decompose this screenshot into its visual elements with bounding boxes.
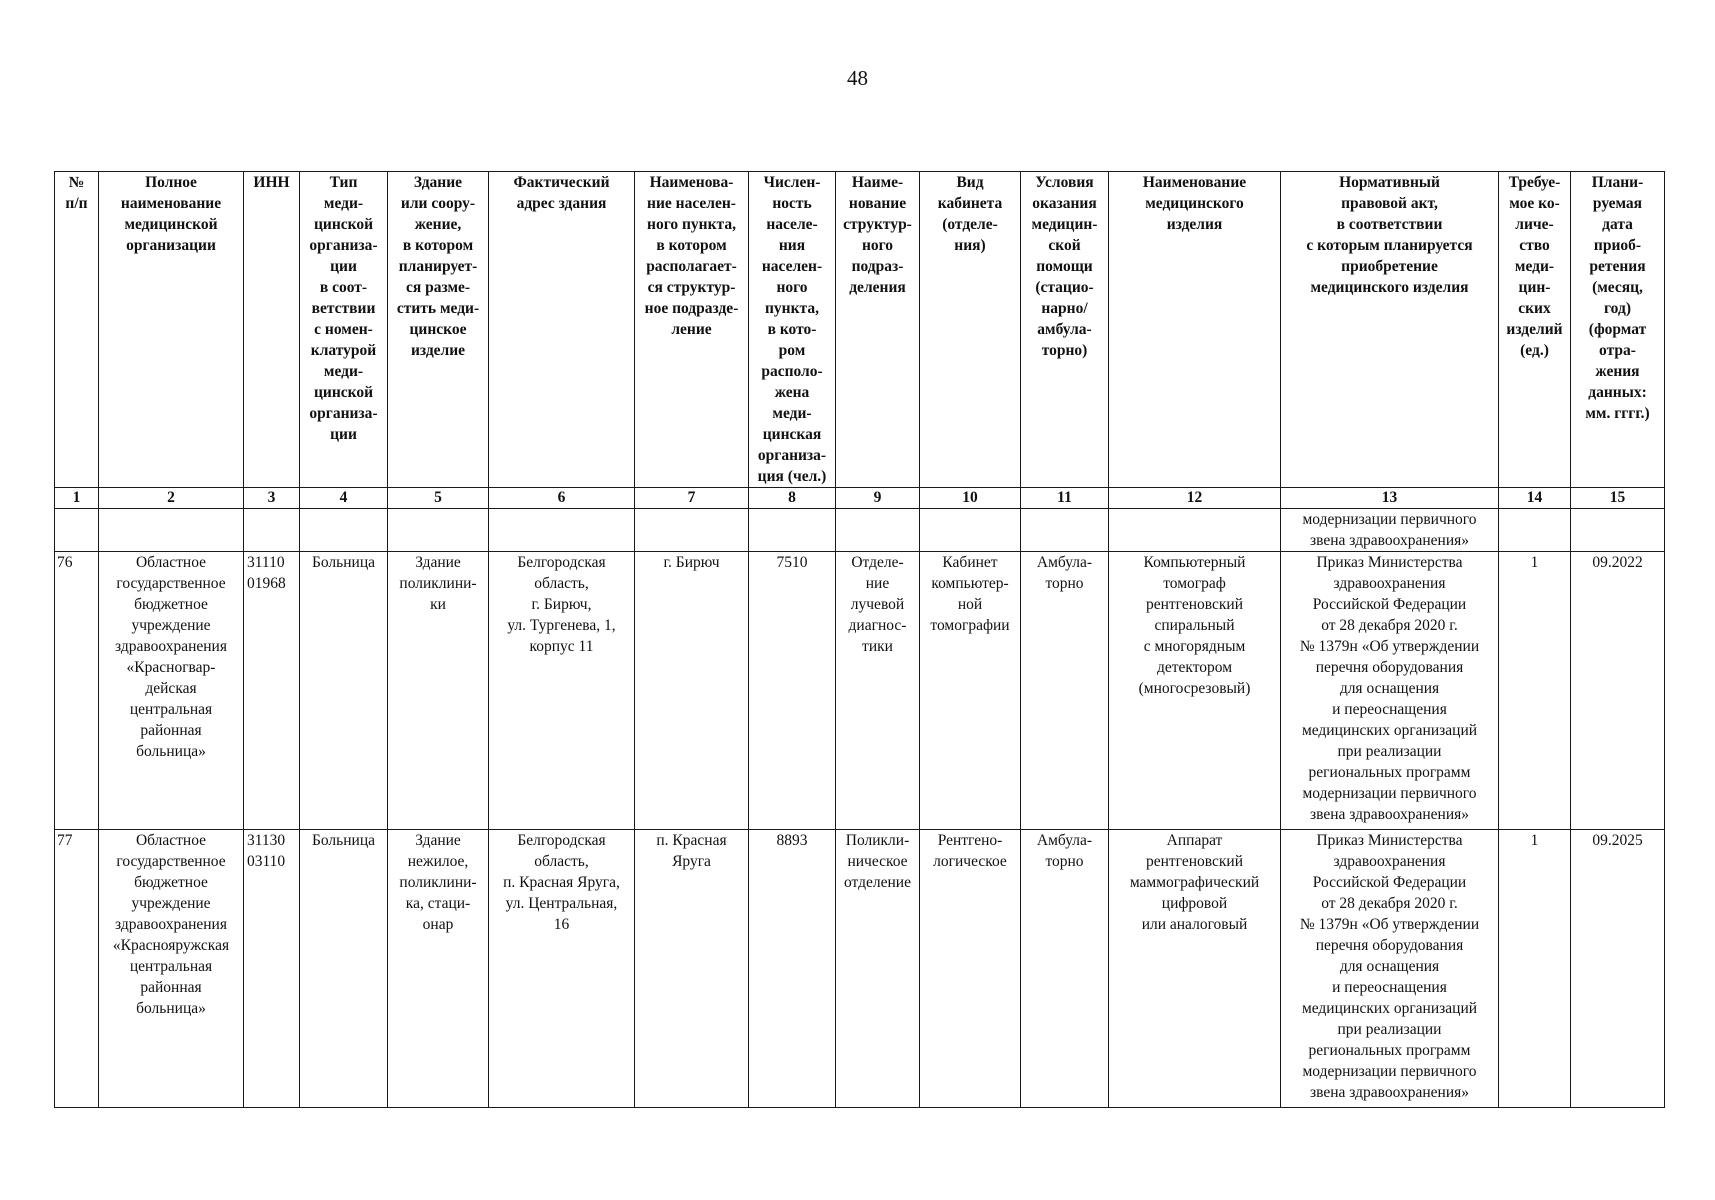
column-number: 8	[749, 488, 836, 509]
column-number: 10	[920, 488, 1021, 509]
column-number: 4	[300, 488, 388, 509]
header-cell-number: № п/п	[55, 172, 99, 488]
org-type: Больница	[300, 830, 388, 1108]
column-number: 1	[55, 488, 99, 509]
building: Здание нежилое, поликлини- ка, стаци- онар	[388, 830, 489, 1108]
column-number: 13	[1281, 488, 1499, 509]
column-number: 14	[1499, 488, 1571, 509]
header-cell-date: Плани- руемая дата приоб- ретения (месяц, год) (формат отра- жения данных: мм. гггг.)	[1571, 172, 1665, 488]
header-row	[55, 172, 1665, 488]
empty-cell	[244, 509, 300, 552]
empty-cell	[388, 509, 489, 552]
building: Здание поликлини- ки	[388, 552, 489, 830]
column-number: 9	[836, 488, 920, 509]
header-cell-building: Здание или соору- жение, в котором планирует- ся разме- стить меди- цинское изделие	[388, 172, 489, 488]
column-number: 7	[635, 488, 749, 509]
empty-cell	[55, 509, 99, 552]
header-cell-room-type: Вид кабинета (отделе- ния)	[920, 172, 1021, 488]
table-row	[55, 830, 1665, 1108]
purchase-date: 09.2022	[1571, 552, 1665, 830]
header-cell-conditions: Условия оказания медицин- ской помощи (стацио- нарно/ амбула- торно)	[1021, 172, 1109, 488]
address: Белгородская область, г. Бирюч, ул. Тургенева, 1, корпус 11	[489, 552, 635, 830]
header-cell-device: Наименование медицинского изделия	[1109, 172, 1281, 488]
org-type: Больница	[300, 552, 388, 830]
header-cell-quantity: Требуе- мое ко- личе- ство меди- цин- ских изделий (ед.)	[1499, 172, 1571, 488]
room-type: Кабинет компьютер- ной томографии	[920, 552, 1021, 830]
empty-cell	[300, 509, 388, 552]
empty-cell	[1571, 509, 1665, 552]
care-conditions: Амбула- торно	[1021, 552, 1109, 830]
structural-unit: Поликли- ническое отделение	[836, 830, 920, 1108]
column-number: 12	[1109, 488, 1281, 509]
column-number: 15	[1571, 488, 1665, 509]
inn-value: 31130 03110	[244, 830, 300, 1108]
empty-cell	[920, 509, 1021, 552]
device-name: Аппарат рентгеновский маммографический цифровой или аналоговый	[1109, 830, 1281, 1108]
row-number: 77	[55, 830, 99, 1108]
device-name: Компьютерный томограф рентгеновский спиральный с многорядным детектором (многосрезовый)	[1109, 552, 1281, 830]
legal-act: Приказ Министерства здравоохранения Российской Федерации от 28 декабря 2020 г. № 1379н «Об утверждении перечня оборудования для оснащения и переоснащения медицинских организаций при реализации региональных программ модернизации первичного звена здравоохранения»	[1281, 552, 1499, 830]
page-number: 48	[847, 66, 868, 90]
header-cell-address: Фактический адрес здания	[489, 172, 635, 488]
header-cell-locality: Наименова- ние населен- ного пункта, в котором располагает- ся структур- ное подразде- ление	[635, 172, 749, 488]
quantity: 1	[1499, 552, 1571, 830]
header-cell-unit: Наиме- нование структур- ного подраз- деления	[836, 172, 920, 488]
structural-unit: Отделе- ние лучевой диагнос- тики	[836, 552, 920, 830]
empty-cell	[99, 509, 244, 552]
header-cell-legal-act: Нормативный правовой акт, в соответствии с которым планируется приобретение медицинского изделия	[1281, 172, 1499, 488]
empty-cell	[1021, 509, 1109, 552]
empty-cell	[489, 509, 635, 552]
empty-cell	[635, 509, 749, 552]
inn-value: 31110 01968	[244, 552, 300, 830]
population: 8893	[749, 830, 836, 1108]
organization-name: Областное государственное бюджетное учреждение здравоохранения «Краснояружская центральная районная больница»	[99, 830, 244, 1108]
continuation-row	[55, 509, 1665, 552]
empty-cell	[749, 509, 836, 552]
organization-name: Областное государственное бюджетное учреждение здравоохранения «Красногвар- дейская центральная районная больница»	[99, 552, 244, 830]
column-number-row	[55, 488, 1665, 509]
header-cell-population: Числен- ность населе- ния населен- ного пункта, в кото- ром располо- жена меди- цинская организа- ция (чел.)	[749, 172, 836, 488]
empty-cell	[1499, 509, 1571, 552]
column-number: 5	[388, 488, 489, 509]
column-number: 6	[489, 488, 635, 509]
purchase-date: 09.2025	[1571, 830, 1665, 1108]
header-cell-inn: ИНН	[244, 172, 300, 488]
empty-cell	[1109, 509, 1281, 552]
room-type: Рентгено- логическое	[920, 830, 1021, 1108]
column-number: 2	[99, 488, 244, 509]
quantity: 1	[1499, 830, 1571, 1108]
locality: г. Бирюч	[635, 552, 749, 830]
empty-cell	[836, 509, 920, 552]
care-conditions: Амбула- торно	[1021, 830, 1109, 1108]
column-number: 11	[1021, 488, 1109, 509]
population: 7510	[749, 552, 836, 830]
continuation-legal-act: модернизации первичного звена здравоохранения»	[1281, 509, 1499, 552]
row-number: 76	[55, 552, 99, 830]
table-row	[55, 552, 1665, 830]
column-number: 3	[244, 488, 300, 509]
address: Белгородская область, п. Красная Яруга, ул. Центральная, 16	[489, 830, 635, 1108]
header-cell-organization: Полное наименование медицинской организации	[99, 172, 244, 488]
equipment-register-table	[54, 171, 1665, 1108]
locality: п. Красная Яруга	[635, 830, 749, 1108]
legal-act: Приказ Министерства здравоохранения Российской Федерации от 28 декабря 2020 г. № 1379н «Об утверждении перечня оборудования для оснащения и переоснащения медицинских организаций при реализации региональных программ модернизации первичного звена здравоохранения»	[1281, 830, 1499, 1108]
header-cell-org-type: Тип меди- цинской организа- ции в соот- ветствии с номен- клатурой меди- цинской организа- ции	[300, 172, 388, 488]
